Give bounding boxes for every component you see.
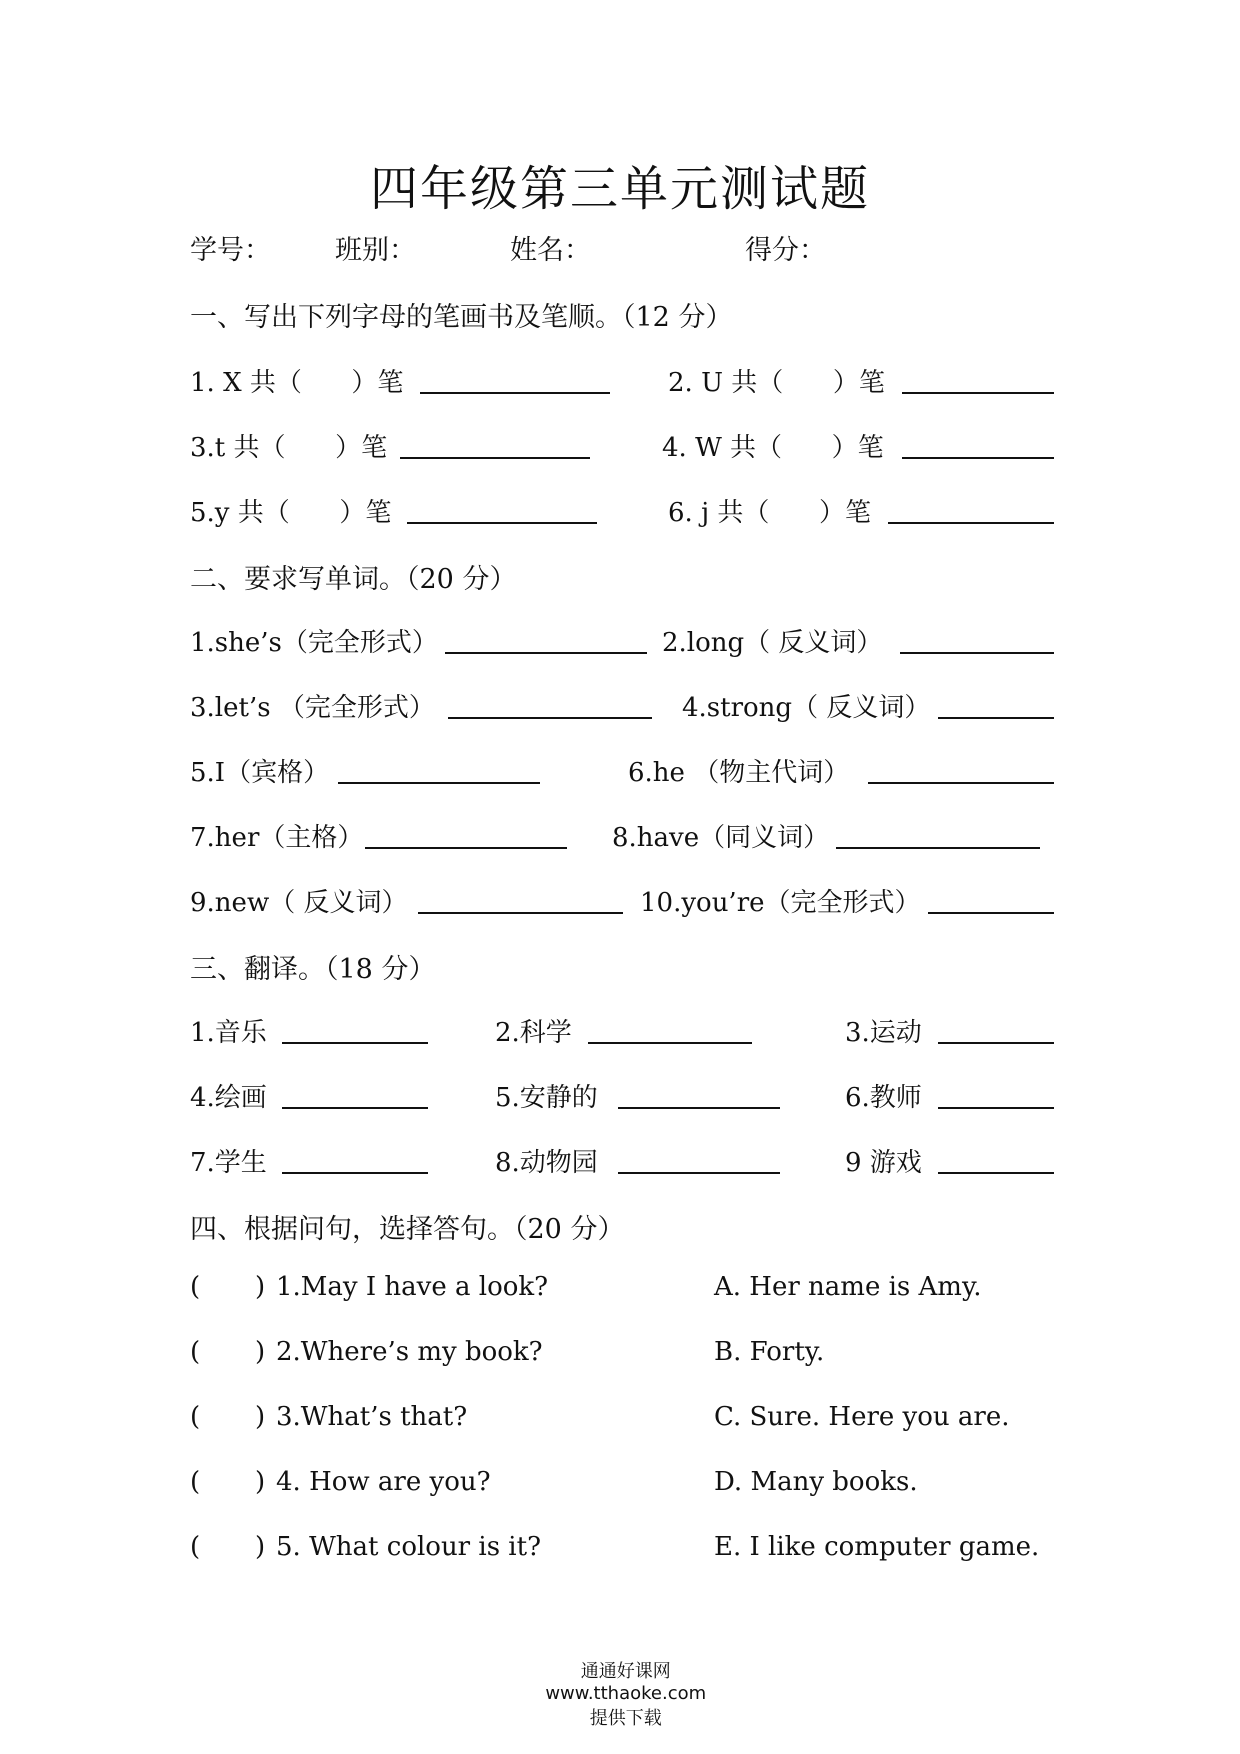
s3-item-7: 7.学生 <box>190 1148 267 1178</box>
s2-blank-9[interactable] <box>418 912 623 914</box>
answer-paren-open: ( <box>190 1272 201 1302</box>
answer-paren-close: ) <box>255 1467 266 1497</box>
s2-item-7: 7.her（主格） <box>190 823 364 853</box>
s3-blank-1[interactable] <box>282 1042 428 1044</box>
s2-blank-1[interactable] <box>445 652 647 654</box>
s2-blank-3[interactable] <box>448 717 652 719</box>
answer-paren-close: ) <box>255 1532 266 1562</box>
s2-item-2: 2.long（ 反义词） <box>662 628 883 658</box>
section-4-heading: 四、根据问句，选择答句。（20 分） <box>190 1214 625 1245</box>
answer-paren-close: ) <box>255 1272 266 1302</box>
s1-item-4: 4. W 共（ ）笔 <box>662 433 884 463</box>
answer-option-a: A. Her name is Amy. <box>714 1272 982 1302</box>
answer-paren-open: ( <box>190 1467 201 1497</box>
answer-option-c: C. Sure. Here you are. <box>714 1402 1010 1432</box>
s3-blank-2[interactable] <box>588 1042 752 1044</box>
s1-blank-5[interactable] <box>407 522 597 524</box>
score-label: 得分： <box>745 235 826 266</box>
s3-blank-8[interactable] <box>618 1172 780 1174</box>
question-1: 1.May I have a look? <box>276 1272 549 1302</box>
s3-item-8: 8.动物园 <box>495 1148 598 1178</box>
s3-item-5: 5.安静的 <box>495 1083 598 1113</box>
name-label: 姓名： <box>510 235 591 266</box>
answer-paren-open: ( <box>190 1402 201 1432</box>
footer-note: 提供下载 <box>589 1708 662 1729</box>
s2-item-4: 4.strong（ 反义词） <box>682 693 931 723</box>
s1-item-2: 2. U 共（ ）笔 <box>668 368 885 398</box>
question-5: 5. What colour is it? <box>276 1532 542 1562</box>
s3-item-6: 6.教师 <box>845 1083 922 1113</box>
section-3-heading: 三、翻译。（18 分） <box>190 954 436 985</box>
s1-blank-4[interactable] <box>902 457 1054 459</box>
answer-option-e: E. I like computer game. <box>714 1532 1040 1562</box>
answer-option-b: B. Forty. <box>714 1337 825 1367</box>
s2-blank-5[interactable] <box>338 782 540 784</box>
s2-blank-7[interactable] <box>365 847 567 849</box>
section-1-heading: 一、写出下列字母的笔画书及笔顺。（12 分） <box>190 302 733 333</box>
s1-item-3: 3.t 共（ ）笔 <box>190 433 388 463</box>
s2-item-3: 3.let’s （完全形式） <box>190 693 435 723</box>
s3-item-3: 3.运动 <box>845 1018 922 1048</box>
s2-item-8: 8.have（同义词） <box>612 823 830 853</box>
class-label: 班别： <box>335 235 416 266</box>
s2-item-6: 6.he （物主代词） <box>628 758 850 788</box>
s3-item-4: 4.绘画 <box>190 1083 267 1113</box>
s2-item-10: 10.you’re（完全形式） <box>640 888 921 918</box>
question-3: 3.What’s that? <box>276 1402 468 1432</box>
s3-blank-9[interactable] <box>938 1172 1054 1174</box>
s2-item-1: 1.she’s（完全形式） <box>190 628 438 658</box>
s1-item-1: 1. X 共（ ）笔 <box>190 368 404 398</box>
s3-blank-4[interactable] <box>282 1107 428 1109</box>
s1-blank-2[interactable] <box>902 392 1054 394</box>
s1-item-5: 5.y 共（ ）笔 <box>190 498 392 528</box>
s2-blank-2[interactable] <box>900 652 1054 654</box>
s2-blank-4[interactable] <box>938 717 1054 719</box>
s3-blank-5[interactable] <box>618 1107 780 1109</box>
answer-paren-open: ( <box>190 1337 201 1367</box>
s2-blank-8[interactable] <box>836 847 1040 849</box>
answer-paren-close: ) <box>255 1402 266 1432</box>
footer <box>0 1636 1240 1730</box>
s2-item-5: 5.I（宾格） <box>190 758 330 788</box>
s2-item-9: 9.new（ 反义词） <box>190 888 408 918</box>
answer-paren-close: ) <box>255 1337 266 1367</box>
s1-item-6: 6. j 共（ ）笔 <box>668 498 871 528</box>
s2-blank-6[interactable] <box>868 782 1054 784</box>
s3-blank-3[interactable] <box>938 1042 1054 1044</box>
answer-paren-open: ( <box>190 1532 201 1562</box>
s2-blank-10[interactable] <box>928 912 1054 914</box>
s1-blank-3[interactable] <box>400 457 590 459</box>
answer-option-d: D. Many books. <box>714 1467 918 1497</box>
question-2: 2.Where’s my book? <box>276 1337 543 1367</box>
s1-blank-6[interactable] <box>888 522 1054 524</box>
page-title: 四年级第三单元测试题 <box>369 161 870 217</box>
student-number-label: 学号： <box>190 235 271 266</box>
footer-url[interactable]: www.tthaoke.com <box>545 1683 707 1704</box>
s3-item-2: 2.科学 <box>495 1018 572 1048</box>
footer-site-name: 通通好课网 <box>580 1661 671 1682</box>
s3-blank-6[interactable] <box>938 1107 1054 1109</box>
s3-item-1: 1.音乐 <box>190 1018 267 1048</box>
question-4: 4. How are you? <box>276 1467 491 1497</box>
section-2-heading: 二、要求写单词。（20 分） <box>190 564 517 595</box>
s3-item-9: 9 游戏 <box>845 1148 922 1178</box>
s1-blank-1[interactable] <box>420 392 610 394</box>
s3-blank-7[interactable] <box>282 1172 428 1174</box>
